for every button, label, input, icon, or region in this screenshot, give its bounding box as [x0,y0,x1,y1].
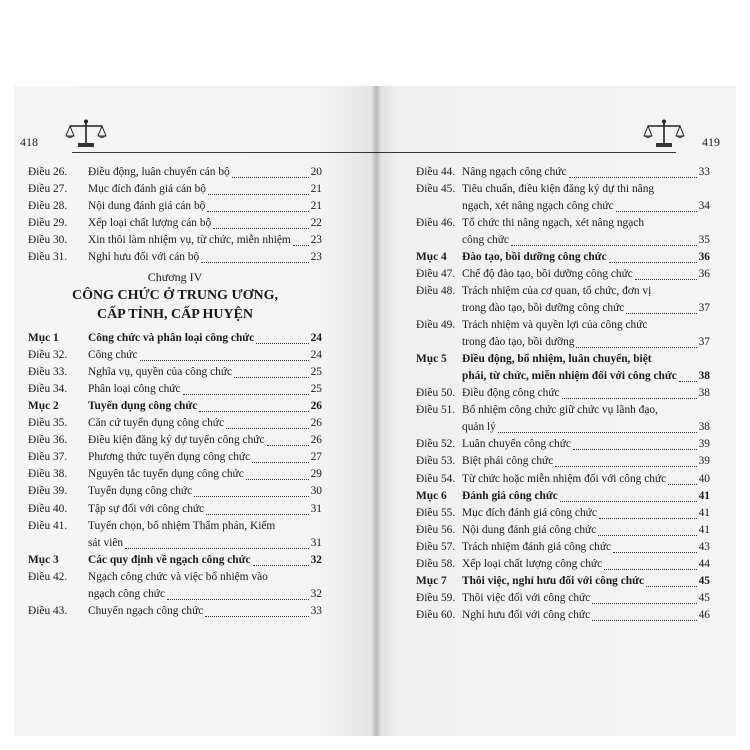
toc-entry-label: Điều 35. [28,417,68,430]
toc-entry-title: Điều kiện đăng ký dự tuyển công chức [88,434,265,447]
toc-entry-page: 24 [310,331,322,344]
toc-dot-leader [252,462,309,463]
toc-entry-label: Điều 48. [416,285,456,298]
toc-entry-page: 29 [310,468,322,481]
toc-entry-row [28,415,322,432]
toc-entry-title: Trách nhiệm và quyền lợi của công chức [462,319,648,332]
toc-entry-row [416,590,710,607]
header-rule [376,152,676,153]
toc-dot-leader [576,347,697,348]
toc-entry-title: Đánh giá công chức [462,489,558,502]
toc-dot-leader [598,535,697,536]
toc-entry-title-continued: trong đào tạo, bồi dưỡng [462,336,575,349]
toc-dot-leader [626,313,697,314]
toc-entry-title-continued: ngạch, xét nâng ngạch công chức [462,200,614,213]
toc-entry-page: 36 [698,251,710,264]
toc-dot-leader [183,394,309,395]
toc-entry-title: Nội dung đánh giá công chức [462,523,597,536]
chapter-heading [28,269,322,324]
toc-entry-title: Công chức [88,348,138,361]
toc-entry-title: Xếp loại chất lượng cán bộ [88,217,212,230]
toc-entry-title: Tuyển dụng công chức [88,485,193,498]
toc-dot-leader [201,262,309,263]
toc-entry-row [416,471,710,488]
toc-entry-title: Các quy định về ngạch công chức [88,553,251,566]
page-number: 418 [20,135,38,149]
toc-entry-title: Nghỉ hưu đối với công chức [462,609,591,622]
toc-entry-label: Điều 32. [28,348,68,361]
toc-dot-leader [208,194,309,195]
toc-entry-label: Điều 36. [28,434,68,447]
toc-dot-leader [232,177,309,178]
toc-entry-row [416,539,710,556]
toc-entry-label: Điều 57. [416,540,456,553]
toc-entry-title: Tuyển chọn, bổ nhiệm Thẩm phán, Kiểm [88,519,276,532]
toc-dot-leader [140,360,309,361]
toc-entry-title: Tập sự đối với công chức [88,502,205,515]
toc-entry-label: Điều 34. [28,382,68,395]
toc-dot-leader [592,603,697,604]
toc-entry-page: 31 [310,502,322,515]
toc-entry-page: 43 [698,540,710,553]
book-gutter [371,86,381,736]
toc-entry-row [416,522,710,539]
toc-entry-page: 27 [310,451,322,464]
toc-entry-label: Điều 40. [28,502,68,515]
toc-entry-title: Luân chuyển công chức [462,438,571,451]
toc-entry-label: Mục 7 [416,575,447,588]
toc-entry-label: Điều 51. [416,404,456,417]
toc-section-row [416,249,710,266]
toc-dot-leader [668,484,697,485]
toc-entry-label: Điều 30. [28,234,68,247]
toc-entry-label: Mục 3 [28,553,59,566]
toc-entry-title: Từ chức hoặc miễn nhiệm đối với công chức [462,472,667,485]
toc-entry-title: Đào tạo, bồi dưỡng công chức [462,251,607,264]
toc-entry-title: Trách nhiệm của cơ quan, tổ chức, đơn vị [462,285,652,298]
toc-entry-row [416,436,710,453]
toc-entry-row [28,347,322,364]
toc-entry-label: Điều 37. [28,451,68,464]
toc-entry-page: 32 [310,587,322,600]
toc-section-row [28,330,322,347]
toc-entry-row [28,466,322,483]
toc-entry-page: 34 [698,200,710,213]
toc-dot-leader [604,569,697,570]
toc-list-left [28,164,322,620]
toc-entry-page: 37 [698,302,710,315]
toc-entry-page: 33 [698,166,710,178]
toc-entry-page: 31 [310,536,322,549]
toc-entry-page: 35 [698,234,710,247]
toc-entry-page: 23 [310,234,322,247]
toc-entry-label: Điều 38. [28,468,68,481]
toc-entry-label: Điều 31. [28,251,68,264]
toc-entry-page: 46 [698,609,710,622]
toc-entry-page: 40 [698,472,710,485]
toc-entry-page: 44 [698,558,710,571]
toc-entry-title: Thôi việc đối với công chức [462,592,591,605]
toc-entry-label: Mục 5 [416,353,447,366]
toc-entry-title: Phương thức tuyển dụng công chức [88,451,251,464]
toc-entry-title-continued: công chức [462,234,509,247]
toc-entry-label: Điều 29. [28,217,68,230]
toc-entry-page: 41 [698,489,710,502]
toc-entry-page: 20 [310,166,322,178]
toc-entry-label: Điều 44. [416,166,456,178]
toc-dot-leader [256,343,309,344]
toc-dot-leader [234,377,309,378]
toc-entry-title: Điều động, luân chuyển cán bộ [88,166,230,178]
toc-dot-leader [555,466,697,467]
toc-entry-row [416,385,710,402]
toc-entry-page: 25 [310,382,322,395]
toc-entry-title: Xin thôi làm nhiệm vụ, từ chức, miễn nhiệm [88,234,291,247]
toc-entry-title-continued: phái, từ chức, miễn nhiệm đối với công chức [462,370,677,383]
toc-dot-leader [267,445,309,446]
toc-dot-leader [609,262,697,263]
toc-dot-leader [616,211,697,212]
toc-entry-row [28,449,322,466]
chapter-number: Chương IV [147,269,203,284]
toc-entry-label: Điều 54. [416,472,456,485]
toc-section-row [416,488,710,505]
chapter-title-line: CẤP TỈNH, CẤP HUYỆN [96,306,254,322]
toc-entry-page: 38 [698,370,710,383]
toc-entry-label: Điều 55. [416,506,456,519]
toc-dot-leader [246,479,309,480]
toc-entry-page: 39 [698,438,710,451]
toc-entry-row [416,215,710,249]
toc-entry-label: Điều 27. [28,183,68,196]
toc-entry-page: 41 [698,523,710,536]
toc-entry-title-continued: sát viên [88,536,124,549]
toc-entry-label: Điều 43. [28,604,68,617]
toc-entry-title: Căn cứ tuyển dụng công chức [88,417,225,430]
toc-entry-title: Nguyên tắc tuyển dụng công chức [88,468,244,481]
toc-entry-label: Mục 6 [416,489,447,502]
toc-dot-leader [560,501,697,502]
toc-entry-label: Điều 41. [28,519,68,532]
toc-entry-title: Tiêu chuẩn, điều kiện đăng ký dự thi nâng [462,183,655,196]
scales-of-justice-icon [64,118,108,150]
toc-entry-label: Điều 45. [416,183,456,196]
toc-entry-label: Điều 46. [416,217,456,230]
header-rule [72,152,376,153]
toc-entry-title: Thôi việc, nghỉ hưu đối với công chức [462,575,645,588]
toc-entry-row [28,232,322,249]
toc-entry-page: 23 [310,251,322,264]
chapter-title-line: CÔNG CHỨC Ở TRUNG ƯƠNG, [72,287,278,303]
toc-entry-page: 36 [698,268,710,281]
toc-entry-page: 24 [310,348,322,361]
toc-entry-row [28,249,322,266]
toc-entry-page: 26 [310,417,322,430]
toc-entry-page: 32 [310,553,322,566]
toc-dot-leader [207,211,309,212]
toc-entry-title: Ngạch công chức và việc bổ nhiệm vào [88,570,268,583]
toc-entry-title: Nghỉ hưu đối với cán bộ [88,251,200,264]
toc-section-row [28,398,322,415]
toc-entry-label: Điều 59. [416,592,456,605]
toc-entry-label: Điều 28. [28,200,68,213]
toc-entry-row [416,453,710,470]
toc-entry-label: Mục 2 [28,399,59,412]
toc-section-row [416,573,710,590]
toc-dot-leader [573,449,697,450]
left-page [14,86,376,736]
toc-entry-row [416,283,710,317]
toc-entry-title: Nâng ngạch công chức [462,166,567,178]
toc-dot-leader [569,177,697,178]
toc-dot-leader [613,552,697,553]
toc-dot-leader [205,616,309,617]
toc-entry-row [28,364,322,381]
toc-entry-row [416,317,710,351]
toc-entry-title: Mục đích đánh giá công chức [462,506,597,519]
toc-entry-row [28,181,322,198]
toc-dot-leader [206,514,309,515]
toc-entry-label: Điều 42. [28,570,68,583]
toc-entry-label: Điều 52. [416,438,456,451]
toc-entry-title: Phân loại công chức [88,382,181,395]
toc-entry-page: 33 [310,604,322,617]
toc-entry-page: 39 [698,455,710,468]
toc-entry-row [416,505,710,522]
toc-entry-page: 38 [698,421,710,434]
toc-dot-leader [199,411,309,412]
toc-entry-label: Điều 50. [416,387,456,400]
toc-entry-row [28,483,322,500]
toc-dot-leader [562,398,697,399]
toc-entry-label: Điều 53. [416,455,456,468]
toc-entry-title: Điều động công chức [462,387,560,400]
toc-entry-row [28,381,322,398]
toc-entry-row [28,198,322,215]
toc-dot-leader [646,586,697,587]
toc-dot-leader [253,565,309,566]
toc-dot-leader [679,381,697,382]
toc-dot-leader [213,228,309,229]
toc-entry-row [416,266,710,283]
toc-entry-row [416,607,710,624]
toc-entry-row [416,556,710,573]
toc-entry-title: Chuyển ngạch công chức [88,604,204,617]
toc-entry-label: Điều 47. [416,268,456,281]
toc-entry-page: 45 [698,575,710,588]
toc-entry-title: Biệt phái công chức [462,455,554,468]
scales-of-justice-icon [642,118,686,150]
toc-entry-label: Điều 26. [28,166,68,178]
toc-entry-row [416,181,710,215]
toc-entry-label: Điều 60. [416,609,456,622]
toc-entry-row [28,603,322,620]
toc-entry-label: Điều 39. [28,485,68,498]
toc-entry-label: Mục 4 [416,251,447,264]
toc-entry-title: Nội dung đánh giá cán bộ [88,200,206,213]
toc-entry-title: Chế độ đào tạo, bồi dưỡng công chức [462,268,633,281]
toc-entry-row [28,518,322,552]
toc-entry-page: 41 [698,506,710,519]
toc-dot-leader [599,518,697,519]
toc-entry-title: Nghĩa vụ, quyền của công chức [88,365,233,378]
book-spread [14,86,736,736]
toc-entry-page: 30 [310,485,322,498]
toc-entry-page: 38 [698,387,710,400]
toc-section-row [416,351,710,385]
toc-dot-leader [592,620,697,621]
toc-entry-label: Điều 58. [416,558,456,571]
toc-entry-title: Điều động, bổ nhiệm, luân chuyển, biệt [462,353,652,366]
toc-entry-title: Mục đích đánh giá cán bộ [88,183,206,196]
toc-entry-row [28,215,322,232]
toc-entry-row [28,569,322,603]
toc-entry-row [28,432,322,449]
toc-entry-title: Tuyển dụng công chức [88,399,198,412]
toc-entry-title: Công chức và phân loại công chức [88,331,255,344]
toc-entry-row [28,164,322,181]
toc-dot-leader [498,432,697,433]
toc-entry-row [416,402,710,436]
toc-section-row [28,552,322,569]
toc-entry-page: 22 [310,217,322,230]
toc-entry-title: Bổ nhiệm công chức giữ chức vụ lãnh đạo, [462,404,658,417]
toc-entry-title-continued: ngạch công chức [88,587,166,600]
toc-entry-title: Xếp loại chất lượng công chức [462,558,603,571]
toc-dot-leader [167,599,309,600]
toc-entry-label: Điều 49. [416,319,456,332]
toc-entry-row [28,501,322,518]
toc-dot-leader [226,428,309,429]
toc-dot-leader [511,245,697,246]
toc-entry-title: Trách nhiệm đánh giá công chức [462,540,612,553]
toc-entry-page: 45 [698,592,710,605]
toc-list-right [416,164,710,624]
toc-entry-label: Điều 33. [28,365,68,378]
right-page [376,86,736,736]
toc-dot-leader [194,496,309,497]
toc-entry-row [416,164,710,181]
toc-dot-leader [293,245,309,246]
toc-entry-label: Điều 56. [416,523,456,536]
toc-entry-page: 25 [310,365,322,378]
page-number: 419 [702,135,720,149]
toc-entry-title-continued: trong đào tạo, bồi dưỡng công chức [462,302,625,315]
toc-entry-page: 26 [310,399,322,412]
toc-dot-leader [125,548,309,549]
toc-entry-label: Mục 1 [28,331,59,344]
toc-entry-page: 37 [698,336,710,349]
toc-entry-page: 21 [310,183,322,196]
toc-dot-leader [635,279,697,280]
toc-entry-title: Tổ chức thi nâng ngạch, xét nâng ngạch [462,217,645,230]
toc-entry-page: 26 [310,434,322,447]
toc-entry-page: 21 [310,200,322,213]
toc-entry-title-continued: quản lý [462,421,496,434]
